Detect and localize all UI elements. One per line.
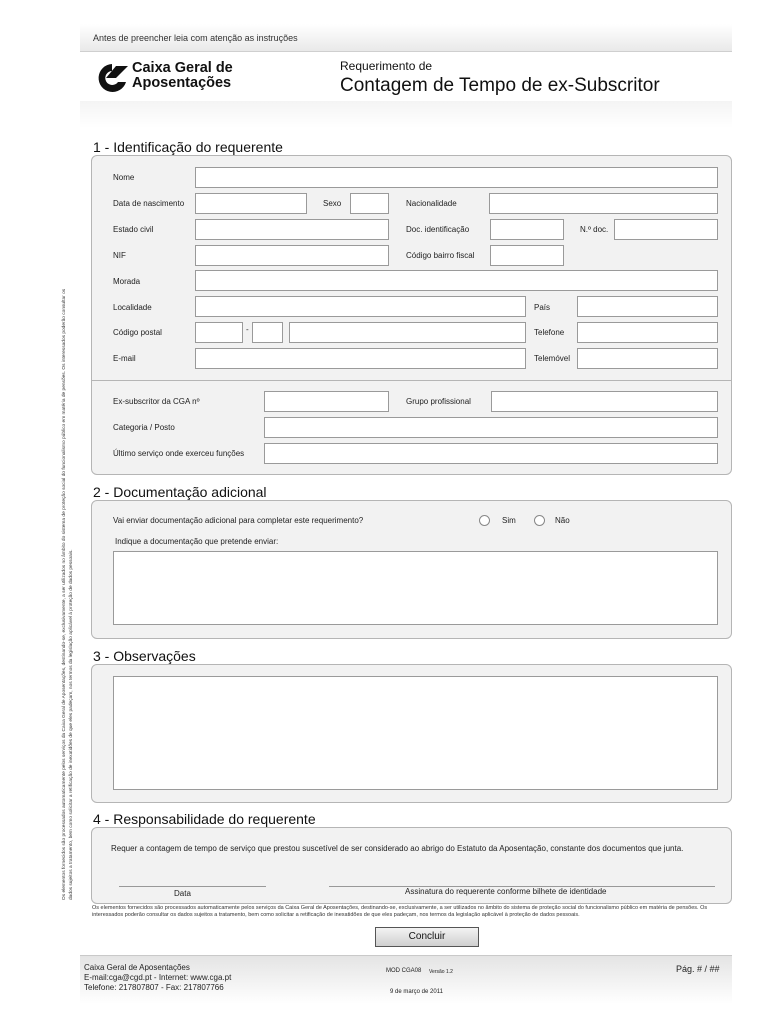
label-nif: NIF: [113, 251, 126, 260]
label-doc-identificacao: Doc. identificação: [406, 225, 470, 234]
doc-identificacao-field[interactable]: [490, 219, 564, 240]
estado-civil-field[interactable]: [195, 219, 389, 240]
email-field[interactable]: [195, 348, 526, 369]
data-nascimento-field[interactable]: [195, 193, 307, 214]
label-ex-subscritor: Ex-subscritor da CGA nº: [113, 397, 200, 406]
instructions-note: Antes de preencher leia com atenção as instruções: [93, 33, 298, 43]
date-line[interactable]: [119, 886, 266, 887]
nacionalidade-field[interactable]: [489, 193, 718, 214]
label-codigo-postal: Código postal: [113, 328, 162, 337]
section4-title: 4 - Responsabilidade do requerente: [93, 811, 316, 827]
morada-field[interactable]: [195, 270, 718, 291]
label-assinatura: Assinatura do requerente conforme bilhete de identidade: [405, 887, 607, 896]
cga-logo-text: [132, 61, 233, 91]
pais-field[interactable]: [577, 296, 718, 317]
label-sexo: Sexo: [323, 199, 342, 208]
radio-nao[interactable]: [534, 515, 545, 526]
n-doc-field[interactable]: [614, 219, 718, 240]
form-title: Contagem de Tempo de ex-Subscritor: [340, 75, 660, 96]
section1-title: 1 - Identificação do requerente: [93, 139, 283, 155]
responsibility-statement: Requer a contagem de tempo de serviço que prestou suscetível de ser considerado ao abrigo do Estatuto da Aposentação, constante dos documentos que junta.: [111, 844, 684, 853]
logo-line-1: Caixa Geral de: [132, 60, 233, 76]
telemovel-field[interactable]: [577, 348, 718, 369]
label-n-doc: N.º doc.: [580, 225, 609, 234]
label-ultimo-servico: Último serviço onde exerceu funções: [113, 449, 245, 458]
label-nacionalidade: Nacionalidade: [406, 199, 457, 208]
concluir-button[interactable]: Concluir: [375, 927, 479, 947]
label-email: E-mail: [113, 354, 136, 363]
form-subtitle: Requerimento de: [340, 59, 433, 73]
label-nao: Não: [555, 516, 570, 525]
telefone-field[interactable]: [577, 322, 718, 343]
footer-model-code: MOD CGA08: [386, 968, 422, 974]
label-nome: Nome: [113, 173, 135, 182]
additional-docs-question: Vai enviar documentação adicional para completar este requerimento?: [113, 516, 364, 525]
header-band: [80, 101, 732, 128]
label-telefone: Telefone: [534, 328, 565, 337]
indicate-docs-label: Indique a documentação que pretende enviar:: [115, 537, 279, 546]
section3-title: 3 - Observações: [93, 648, 196, 664]
categoria-posto-field[interactable]: [264, 417, 718, 438]
additional-docs-textarea[interactable]: [113, 551, 718, 625]
label-categoria-posto: Categoria / Posto: [113, 423, 175, 432]
codigo-bairro-fiscal-field[interactable]: [490, 245, 564, 266]
label-morada: Morada: [113, 277, 141, 286]
postal-dash: -: [246, 325, 249, 334]
section2-title: 2 - Documentação adicional: [93, 484, 267, 500]
radio-sim[interactable]: [479, 515, 490, 526]
codigo-postal-part2-field[interactable]: [252, 322, 283, 343]
localidade-field[interactable]: [195, 296, 526, 317]
footer-date: 9 de março de 2011: [390, 989, 443, 995]
label-telemovel: Telemóvel: [534, 354, 571, 363]
nome-field[interactable]: [195, 167, 718, 188]
footer-org: Caixa Geral de Aposentações: [84, 963, 190, 972]
sexo-field[interactable]: [350, 193, 389, 214]
label-localidade: Localidade: [113, 303, 152, 312]
footer-phones: Telefone: 217807807 - Fax: 217807766: [84, 983, 224, 992]
ex-subscritor-field[interactable]: [264, 391, 389, 412]
label-sim: Sim: [502, 516, 516, 525]
label-estado-civil: Estado civil: [113, 225, 154, 234]
observacoes-textarea[interactable]: [113, 676, 718, 790]
privacy-notice: Os elementos fornecidos são processados automaticamente pelos serviços da Caixa Geral de Aposentações, destinando-se, exclusivamente, a ser utilizados no âmbito do sistema de proteção social do funcionalismo público em matéria de pensões. Os interessados poderão consultar os dados sujeitos a tratamento, bem como solicitar a retificação de inexatidões de que eles padeçam, nos termos da legislação aplicável à proteção de dados pessoais.: [92, 905, 708, 918]
footer-page-number: Pág. # / ##: [676, 964, 720, 974]
section1-divider: [91, 380, 732, 381]
ultimo-servico-field[interactable]: [264, 443, 718, 464]
label-data-nascimento: Data de nascimento: [113, 199, 185, 208]
grupo-profissional-field[interactable]: [491, 391, 718, 412]
label-pais: País: [534, 303, 551, 312]
footer-contacts: E-mail:cga@cgd.pt - Internet: www.cga.pt: [84, 973, 232, 982]
side-privacy-notice: Os elementos fornecidos são processados automaticamente pelos serviços da Caixa Geral de Aposentações, destinando-se, exclusivamente, a ser utilizados no âmbito do sistema de proteção social do funcionalismo público em matéria de pensões. Os interessados poderão consultar os dados sujeitos a tratamento, bem como solicitar a retificação de inexatidões de que eles padeçam, nos termos da legislação aplicável à proteção de dados pessoais.: [62, 288, 74, 900]
nif-field[interactable]: [195, 245, 389, 266]
codigo-postal-part1-field[interactable]: [195, 322, 243, 343]
footer-version: Versão 1.2: [429, 969, 453, 975]
codigo-postal-localidade-field[interactable]: [289, 322, 526, 343]
label-grupo-profissional: Grupo profissional: [406, 397, 471, 406]
label-codigo-bairro-fiscal: Código bairro fiscal: [406, 251, 475, 260]
label-data: Data: [174, 889, 191, 898]
logo-line-2: Aposentações: [132, 75, 232, 91]
